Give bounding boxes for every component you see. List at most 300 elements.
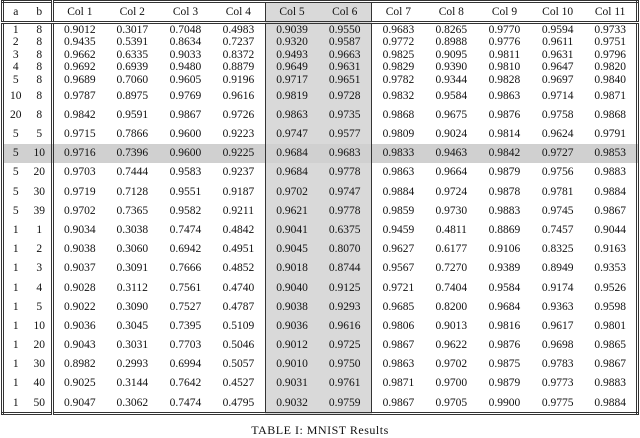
cell-col-11: 0.9791 [594,128,626,140]
header-col-3: Col 3 [159,2,212,23]
cell-col-10: 0.9745 [541,204,574,217]
cell-b: 5 [36,128,43,140]
cell-col-5: 0.9649 [265,61,318,73]
cell-col-2: 0.3144 [116,377,149,390]
cell-col-5: 0.9684 [265,144,318,163]
cell-a: 5 [12,73,19,86]
table-row [3,393,638,414]
cell-col-10: 0.9727 [531,144,584,163]
cell-col-5: 0.9493 [265,49,318,61]
cell-col-4: 0.5109 [222,319,255,332]
table-row [3,163,638,182]
cell-col-8: 0.9664 [435,166,468,179]
results-table [1,0,639,415]
cell-col-11: 0.9853 [584,144,637,163]
cell-b: 10 [33,319,46,332]
cell-col-10: 0.9781 [541,185,574,198]
cell-col-1: 0.9043 [53,335,106,354]
cell-b: 8 [36,108,43,121]
cell-col-1: 0.8982 [53,355,106,374]
cell-col-2: 0.7365 [116,204,149,217]
cell-col-11: 0.9044 [594,223,626,236]
cell-col-2: 0.6335 [116,48,149,61]
cell-col-11: 0.9867 [594,358,626,371]
table-row [3,86,638,105]
cell-col-11: 0.9884 [594,396,626,409]
cell-col-10: 0.9698 [541,339,574,352]
cell-col-9: 0.9875 [488,358,521,371]
cell-col-10: 0.9783 [541,358,574,371]
cell-col-6: 0.9683 [318,144,371,163]
cell-col-10: 0.8949 [541,262,574,275]
cell-col-1: 0.9692 [53,61,106,73]
cell-col-8: 0.7270 [435,262,468,275]
cell-col-6: 0.8744 [318,259,371,278]
table-row [3,23,638,37]
cell-col-4: 0.9196 [222,73,255,86]
cell-col-5: 0.9038 [265,297,318,316]
cell-col-3: 0.7561 [169,281,202,294]
cell-col-3: 0.7642 [169,377,202,390]
cell-col-3: 0.6994 [169,358,202,371]
cell-col-3: 0.9600 [159,144,212,163]
cell-col-6: 0.9125 [318,278,371,297]
header-col-6: Col 6 [318,2,371,23]
cell-b: 4 [36,281,43,294]
cell-a: 5 [12,166,19,179]
cell-col-5: 0.9717 [265,74,318,86]
cell-col-9: 0.9816 [488,319,521,332]
cell-col-7: 0.9832 [372,86,425,105]
cell-col-1: 0.9435 [53,36,106,48]
cell-col-8: 0.9700 [435,377,468,390]
header-col-1: Col 1 [53,2,106,23]
cell-b: 1 [36,223,43,236]
cell-col-1: 0.9034 [53,220,106,239]
table-row [3,201,638,220]
cell-col-11: 0.9865 [594,339,626,352]
cell-a: 1 [12,358,19,371]
cell-col-7: 0.9685 [372,297,425,316]
cell-col-10: 0.9617 [541,319,574,332]
cell-b: 39 [33,204,46,217]
cell-col-11: 0.9883 [594,377,626,390]
cell-col-10: 0.9756 [541,166,574,179]
cell-col-2: 0.3112 [116,281,148,294]
table-row [3,316,638,335]
cell-col-8: 0.9724 [435,185,468,198]
cell-a: 1 [12,223,19,236]
cell-col-11: 0.9796 [594,48,626,61]
cell-a: 1 [12,319,19,332]
cell-col-6: 0.9587 [318,36,371,48]
cell-col-1: 0.9689 [53,74,106,86]
cell-col-8: 0.9705 [435,396,468,409]
cell-b: 30 [33,358,46,371]
cell-col-9: 0.9842 [478,144,531,163]
cell-col-7: 0.9859 [372,201,425,220]
cell-col-3: 0.7703 [169,339,202,352]
cell-col-9: 0.9776 [488,36,521,49]
cell-col-7: 0.9868 [372,105,425,124]
cell-b: 10 [28,144,53,163]
cell-col-6: 0.9735 [318,105,371,124]
cell-col-5: 0.9018 [265,259,318,278]
cell-col-3: 0.9582 [169,204,202,217]
cell-col-3: 0.9551 [169,185,202,198]
cell-col-10: 0.9758 [541,108,574,121]
cell-col-6: 0.9728 [318,86,371,105]
cell-col-6: 0.8070 [318,240,371,259]
cell-col-6: 0.9747 [318,182,371,201]
cell-col-10: 0.9775 [541,396,574,409]
cell-col-3: 0.7474 [169,223,202,236]
cell-col-2: 0.7128 [116,185,149,198]
cell-col-11: 0.9871 [594,89,626,102]
cell-col-4: 0.4983 [222,24,255,36]
cell-col-8: 0.9344 [435,73,468,86]
cell-col-5: 0.9747 [265,124,318,143]
cell-col-5: 0.9032 [265,393,318,414]
cell-a: 1 [12,300,19,313]
cell-col-1: 0.9028 [53,278,106,297]
cell-col-2: 0.3090 [116,300,149,313]
header-b: b [28,2,53,23]
cell-col-10: 0.9631 [541,48,574,61]
cell-b: 8 [36,61,43,74]
table-row [3,335,638,354]
table-caption: TABLE I: MNIST Results [251,423,389,437]
cell-col-5: 0.9702 [265,182,318,201]
cell-col-7: 0.9884 [372,182,425,201]
cell-col-8: 0.9390 [435,61,468,74]
table-row [3,105,638,124]
cell-col-7: 0.9809 [372,124,425,143]
cell-col-3: 0.7048 [169,24,202,36]
cell-a: 2 [12,36,19,49]
cell-col-3: 0.8634 [169,36,202,49]
cell-a: 1 [12,396,19,409]
cell-a: 1 [12,281,19,294]
cell-col-6: 0.9577 [318,124,371,143]
cell-b: 8 [36,48,43,61]
cell-col-4: 0.4740 [222,281,255,294]
cell-col-2: 0.6939 [116,61,149,74]
cell-col-9: 0.9876 [488,108,521,121]
cell-col-6: 0.9616 [318,316,371,335]
cell-col-3: 0.6942 [169,243,202,256]
header-row [3,2,638,23]
cell-col-7: 0.9772 [372,36,425,48]
cell-col-3: 0.9769 [169,89,202,102]
cell-col-9: 0.9828 [488,73,521,86]
cell-col-5: 0.9320 [265,36,318,48]
cell-col-4: 0.4795 [222,396,255,409]
header-col-9: Col 9 [478,2,531,23]
cell-a: 20 [10,108,22,121]
cell-col-9: 0.9684 [488,300,521,313]
cell-col-11: 0.9867 [594,204,626,217]
cell-col-11: 0.9163 [594,243,626,256]
cell-col-8: 0.9622 [435,339,468,352]
cell-col-7: 0.9459 [372,220,425,239]
cell-col-3: 0.7527 [169,300,202,313]
cell-a: 5 [12,185,19,198]
cell-col-8: 0.9024 [435,128,468,140]
cell-col-3: 0.9605 [169,73,202,86]
cell-b: 30 [33,185,46,198]
cell-col-11: 0.9801 [594,319,626,332]
cell-col-4: 0.4842 [222,223,255,236]
cell-col-11: 0.9353 [594,262,626,275]
cell-col-11: 0.9884 [594,185,626,198]
cell-col-2: 0.9591 [116,108,149,121]
cell-col-7: 0.9825 [372,49,425,61]
cell-col-8: 0.6177 [435,243,468,256]
cell-col-9: 0.9810 [488,61,521,74]
cell-col-5: 0.9039 [265,23,318,37]
cell-col-10: 0.9611 [542,36,574,49]
cell-col-9: 0.9814 [488,128,521,140]
cell-col-5: 0.9819 [265,86,318,105]
cell-col-3: 0.9480 [169,61,202,74]
cell-col-7: 0.9721 [372,278,425,297]
cell-col-4: 0.4852 [222,262,255,275]
table-row [3,240,638,259]
cell-col-5: 0.9621 [265,201,318,220]
cell-col-7: 0.9829 [372,61,425,73]
header-a: a [3,2,28,23]
table-row [3,182,638,201]
cell-col-5: 0.9684 [265,163,318,182]
cell-col-3: 0.7395 [169,319,202,332]
cell-col-2: 0.7866 [116,128,149,140]
cell-col-1: 0.9036 [53,316,106,335]
cell-col-1: 0.9025 [53,374,106,393]
cell-col-10: 0.9594 [541,24,574,36]
cell-col-2: 0.3091 [116,262,149,275]
cell-col-4: 0.4951 [222,243,255,256]
cell-col-3: 0.7666 [169,262,202,275]
cell-col-9: 0.9900 [488,396,521,409]
cell-col-2: 0.7060 [116,73,149,86]
cell-col-11: 0.9751 [594,36,626,49]
cell-col-1: 0.9719 [53,182,106,201]
cell-col-2: 0.3031 [116,339,149,352]
cell-col-4: 0.9187 [222,185,255,198]
cell-col-9: 0.9389 [488,262,521,275]
cell-col-2: 0.3062 [116,396,149,409]
cell-col-10: 0.9773 [541,377,574,390]
header-col-10: Col 10 [531,2,584,23]
cell-col-2: 0.7396 [106,144,159,163]
cell-col-8: 0.9702 [435,358,468,371]
cell-col-7: 0.9627 [372,240,425,259]
cell-col-10: 0.9714 [541,89,574,102]
cell-b: 40 [33,377,46,390]
cell-col-5: 0.9031 [265,374,318,393]
cell-a: 5 [12,204,19,217]
cell-col-9: 0.9106 [488,243,521,256]
header-col-2: Col 2 [106,2,159,23]
cell-a: 3 [12,48,19,61]
cell-col-4: 0.5057 [222,358,255,371]
cell-col-11: 0.9883 [594,166,626,179]
cell-b: 20 [33,166,46,179]
cell-col-9: 0.9584 [488,281,521,294]
cell-col-7: 0.9867 [372,393,425,414]
cell-col-9: 0.9863 [488,89,521,102]
cell-col-10: 0.9363 [541,300,574,313]
cell-col-8: 0.7404 [435,281,468,294]
cell-col-6: 0.9293 [318,297,371,316]
cell-col-1: 0.9715 [53,124,106,143]
cell-col-2: 0.3017 [116,24,149,36]
cell-col-5: 0.9045 [265,240,318,259]
table-row [3,297,638,316]
cell-col-1: 0.9038 [53,240,106,259]
cell-col-8: 0.9584 [435,89,468,102]
cell-col-1: 0.9012 [53,23,106,37]
cell-b: 3 [36,262,43,275]
table-row [3,278,638,297]
cell-col-10: 0.9174 [541,281,574,294]
table-row [3,259,638,278]
cell-col-4: 0.4787 [222,300,255,313]
cell-a: 1 [12,243,19,256]
cell-col-4: 0.9223 [222,128,255,140]
cell-col-9: 0.9879 [488,166,521,179]
cell-b: 50 [33,396,46,409]
cell-col-4: 0.8372 [222,48,255,61]
cell-col-5: 0.9863 [265,105,318,124]
cell-col-5: 0.9010 [265,355,318,374]
cell-a: 1 [12,339,19,352]
cell-col-6: 0.6375 [318,220,371,239]
cell-col-9: 0.9770 [488,24,521,36]
cell-col-3: 0.9583 [169,166,202,179]
cell-col-7: 0.9833 [372,144,425,163]
table-row [3,220,638,239]
cell-col-1: 0.9716 [53,144,106,163]
cell-col-10: 0.8325 [541,243,574,256]
cell-col-4: 0.9616 [222,89,255,102]
cell-col-7: 0.9867 [372,335,425,354]
cell-col-2: 0.3045 [116,319,149,332]
cell-col-1: 0.9842 [53,105,106,124]
header-col-11: Col 11 [584,2,637,23]
header-col-4: Col 4 [212,2,265,23]
cell-col-7: 0.9683 [372,23,425,37]
cell-col-9: 0.8869 [488,223,521,236]
cell-col-8: 0.9730 [435,204,468,217]
cell-col-4: 0.5046 [222,339,255,352]
cell-col-2: 0.8975 [116,89,149,102]
cell-col-6: 0.9631 [318,61,371,73]
cell-col-4: 0.4527 [222,377,255,390]
cell-col-8: 0.9013 [435,319,468,332]
cell-b: 8 [36,73,43,86]
cell-col-1: 0.9702 [53,201,106,220]
cell-col-8: 0.8200 [435,300,468,313]
cell-col-9: 0.9878 [488,185,521,198]
cell-col-7: 0.9782 [372,74,425,86]
cell-col-6: 0.9778 [318,201,371,220]
cell-col-2: 0.2993 [116,358,149,371]
cell-col-11: 0.9526 [594,281,626,294]
cell-col-5: 0.9036 [265,316,318,335]
cell-b: 20 [33,339,46,352]
cell-col-6: 0.9663 [318,49,371,61]
cell-col-4: 0.7237 [222,36,255,49]
cell-col-7: 0.9806 [372,316,425,335]
cell-col-8: 0.9463 [425,144,478,163]
cell-col-1: 0.9022 [53,297,106,316]
cell-col-7: 0.9567 [372,259,425,278]
cell-col-4: 0.9225 [212,144,265,163]
cell-col-3: 0.9867 [169,108,202,121]
cell-a: 1 [12,262,19,275]
cell-b: 5 [36,300,43,313]
cell-col-5: 0.9040 [265,278,318,297]
cell-col-6: 0.9651 [318,74,371,86]
cell-col-3: 0.9033 [169,48,202,61]
cell-col-6: 0.9725 [318,335,371,354]
table-row [3,124,638,143]
cell-col-11: 0.9733 [594,24,626,36]
cell-col-6: 0.9778 [318,163,371,182]
cell-b: 8 [36,89,43,102]
cell-col-6: 0.9550 [318,23,371,37]
cell-col-10: 0.9697 [541,73,574,86]
cell-col-8: 0.4811 [435,223,467,236]
cell-col-1: 0.9703 [53,163,106,182]
cell-col-8: 0.9095 [435,48,468,61]
cell-col-5: 0.9041 [265,220,318,239]
cell-col-4: 0.9211 [222,204,254,217]
cell-col-2: 0.3060 [116,243,149,256]
cell-col-9: 0.9876 [488,339,521,352]
cell-col-1: 0.9037 [53,259,106,278]
cell-b: 8 [36,36,43,49]
table-row [3,36,638,48]
cell-col-7: 0.9863 [372,163,425,182]
cell-col-4: 0.9726 [222,108,255,121]
cell-col-11: 0.9820 [594,61,626,74]
table-row [3,49,638,61]
cell-col-7: 0.9863 [372,355,425,374]
cell-col-5: 0.9012 [265,335,318,354]
cell-col-2: 0.5391 [116,36,149,49]
cell-col-11: 0.9840 [594,73,626,86]
cell-col-9: 0.9811 [488,48,521,61]
cell-col-4: 0.8879 [222,61,255,74]
header-col-5: Col 5 [265,2,318,23]
cell-col-11: 0.9598 [594,300,626,313]
cell-col-8: 0.9675 [435,108,468,121]
cell-a: 1 [12,377,19,390]
cell-a: 5 [3,144,28,163]
cell-col-1: 0.9047 [53,393,106,414]
table-row [3,374,638,393]
cell-a: 5 [12,128,19,140]
cell-col-9: 0.9883 [488,204,521,217]
cell-col-1: 0.9662 [53,49,106,61]
cell-col-10: 0.9624 [541,128,574,140]
cell-col-8: 0.8988 [435,36,468,49]
cell-col-6: 0.9750 [318,355,371,374]
cell-col-4: 0.9237 [222,166,255,179]
